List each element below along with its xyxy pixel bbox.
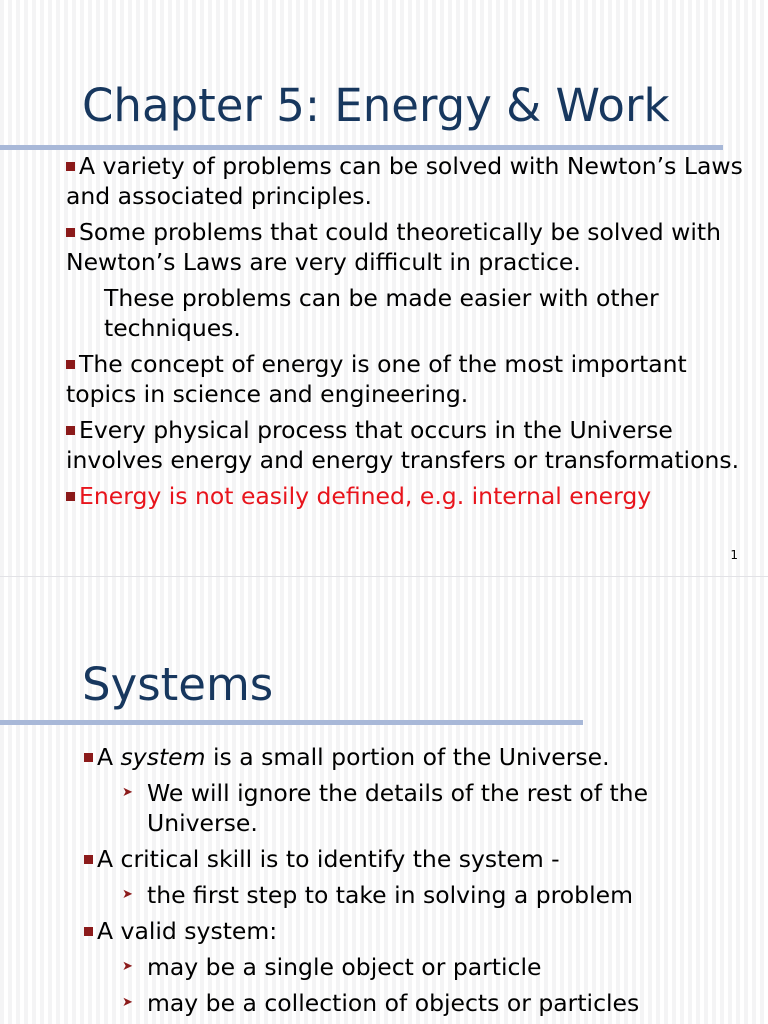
bullet-item [84, 742, 744, 838]
arrow-bullet-icon: ➤ [122, 785, 133, 800]
sub-bullet-text: may be a collection of objects or particles [147, 989, 640, 1017]
square-bullet-icon [66, 162, 75, 171]
slide-2 [0, 577, 768, 1024]
square-bullet-icon [84, 753, 93, 762]
sub-bullet-item [84, 952, 744, 982]
bullet-text: Energy is not easily defined, e.g. internal energy [79, 482, 652, 510]
bullet-item [66, 415, 756, 475]
title-underline [0, 720, 583, 725]
bullet-item [66, 217, 756, 277]
sub-bullet-list [84, 778, 744, 838]
sub-bullet-item [84, 778, 744, 838]
bullet-list [66, 151, 756, 517]
arrow-bullet-icon: ➤ [122, 995, 133, 1010]
sub-bullet-list [84, 952, 744, 1018]
bullet-text: A variety of problems can be solved with Newton’s Laws and associated principles. [66, 152, 743, 210]
bullet-continuation [66, 283, 756, 343]
title-underline [0, 145, 723, 150]
bullet-text: Every physical process that occurs in the Universe involves energy and energy transfers or transformations. [66, 416, 740, 474]
square-bullet-icon [66, 228, 75, 237]
bullet-list [84, 742, 744, 1024]
sub-bullet-list [84, 880, 744, 910]
sub-bullet-item [84, 988, 744, 1018]
sub-bullet-text: the first step to take in solving a problem [147, 881, 633, 909]
square-bullet-icon [66, 426, 75, 435]
bullet-text: The concept of energy is one of the most important topics in science and engineering. [66, 350, 687, 408]
slide-title: Chapter 5: Energy & Work [82, 79, 670, 132]
bullet-text: A critical skill is to identify the system - [97, 845, 560, 873]
square-bullet-icon [66, 360, 75, 369]
bullet-text: These problems can be made easier with other techniques. [104, 284, 659, 342]
sub-bullet-item [84, 880, 744, 910]
slide-title: Systems [82, 658, 274, 711]
bullet-term: system [120, 743, 206, 771]
arrow-bullet-icon: ➤ [122, 959, 133, 974]
bullet-item [66, 349, 756, 409]
bullet-suffix: is a small portion of the Universe. [205, 743, 610, 771]
bullet-item [84, 844, 744, 910]
bullet-item-highlight [66, 481, 756, 511]
bullet-item [66, 151, 756, 211]
square-bullet-icon [66, 492, 75, 501]
bullet-item [84, 916, 744, 1018]
sub-bullet-text: may be a single object or particle [147, 953, 542, 981]
sub-bullet-text: We will ignore the details of the rest of the Universe. [147, 779, 649, 837]
bullet-text: A valid system: [97, 917, 278, 945]
arrow-bullet-icon: ➤ [122, 887, 133, 902]
bullet-prefix: A [97, 743, 121, 771]
square-bullet-icon [84, 855, 93, 864]
square-bullet-icon [84, 927, 93, 936]
page-number: 1 [730, 548, 738, 562]
bullet-text: Some problems that could theoretically be solved with Newton’s Laws are very difficult in practice. [66, 218, 722, 276]
